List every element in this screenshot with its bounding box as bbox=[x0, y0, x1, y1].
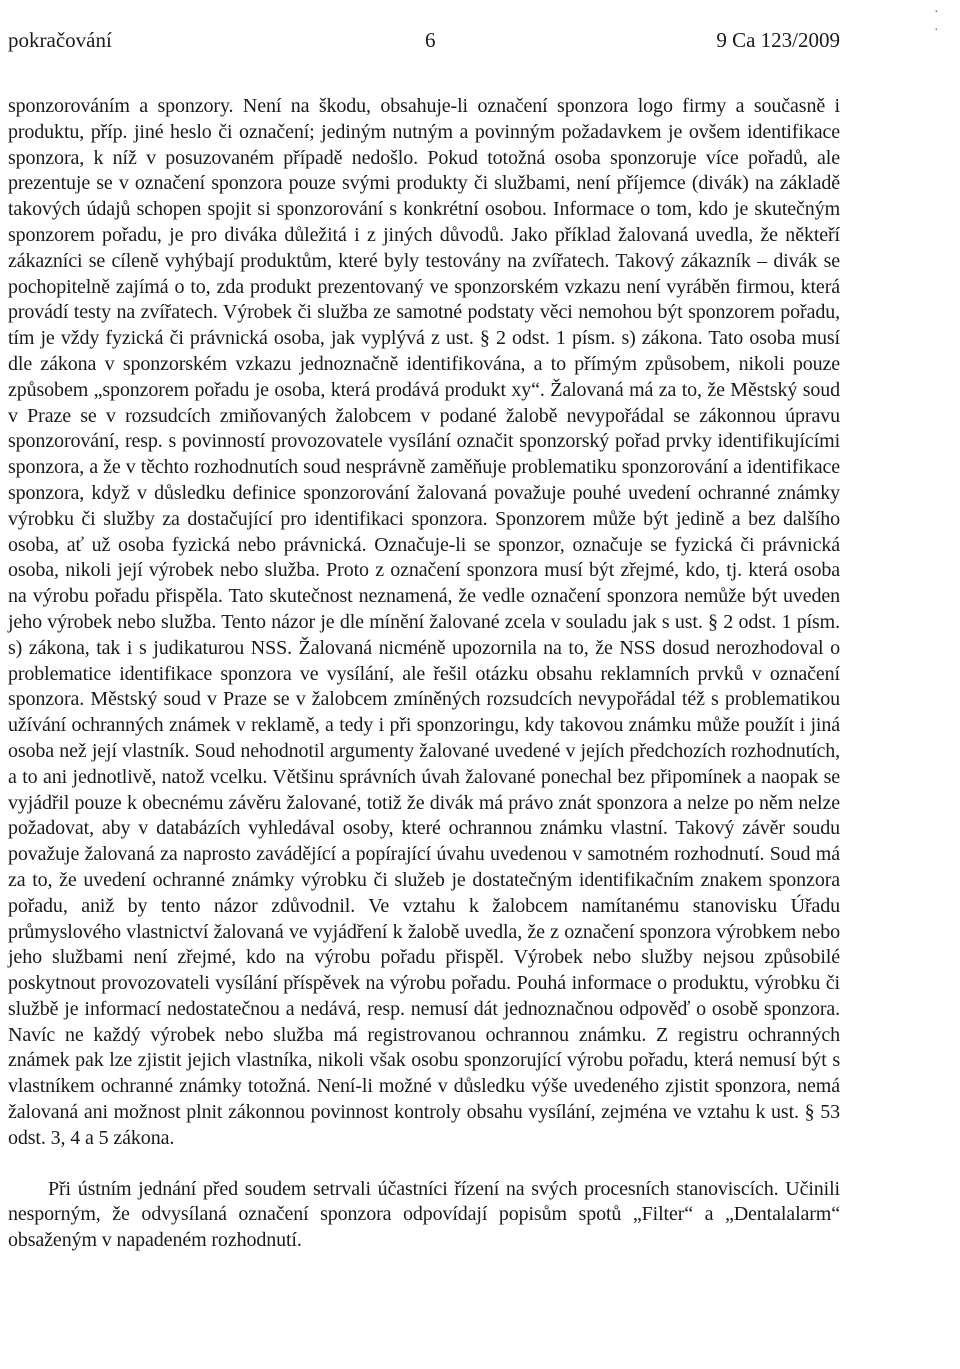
paragraph-hearing: Při ústním jednání před soudem setrvali účastníci řízení na svých procesních stanoviscích. Učinili nesporným, že odvysílaná označení sponzora odpovídají popisům spotů „Filter“ a „Dentalalarm“ obsaženým v napadeném rozhodnutí. bbox=[8, 1177, 840, 1252]
scan-dot: · bbox=[934, 23, 939, 38]
scan-dot: · bbox=[934, 5, 939, 20]
case-number: 9 Ca 123/2009 bbox=[716, 28, 840, 52]
page-number: 6 bbox=[425, 28, 436, 52]
page-header bbox=[8, 28, 840, 58]
continuation-label: pokračování bbox=[8, 28, 112, 52]
document-body bbox=[8, 94, 840, 1254]
scan-marks bbox=[934, 4, 948, 64]
paragraph-main: sponzorováním a sponzory. Není na škodu, obsahuje-li označení sponzora logo firmy a současně i produktu, příp. jiné heslo či označení; jediným nutným a povinným požadavkem je ovšem identifikace sponzora, k níž v posuzovaném případě nedošlo. Pokud totožná osoba sponzoruje více pořadů, ale prezentuje se v označení sponzora pouze svými produkty či službami, není příjemce (divák) na základě takových údajů schopen spojit si sponzorování s konkrétní osobou. Informace o tom, kdo je skutečným sponzorem pořadu, je pro diváka důležitá i z jiných důvodů. Jako příklad žalovaná uvedla, že někteří zákazníci se cíleně vyhýbají produktům, které byly testovány na zvířatech. Takový zákazník – divák se pochopitelně zajímá o to, zda produkt prezentovaný ve sponzorském vzkazu není vyráběn firmou, která provádí testy na zvířatech. Výrobek či služba ze samotné podstaty věci nemohou být sponzorem pořadu, tím je vždy fyzická či právnická osoba, jak vyplývá z ust. § 2 odst. 1 písm. s) zákona. Tato osoba musí dle zákona v sponzorském vzkazu jednoznačně identifikována, a to přímým způsobem, nikoli pouze způsobem „sponzorem pořadu je osoba, která prodává produkt xy“. Žalovaná má za to, že Městský soud v Praze se v rozsudcích zmiňovaných žalobcem v podané žalobě nevypořádal se zákonnou úpravu sponzorování, resp. s povinností provozovatele vysílání označit sponzorský pořad prvky identifikujícími sponzora, a že v těchto rozhodnutích soud nesprávně zaměňuje problematiku sponzorování a identifikace sponzora, když v důsledku definice sponzorování žalovaná považuje pouhé uvedení ochranné známky výrobku či služby za dostačující pro identifikaci sponzora. Sponzorem může být jedině a bez dalšího osoba, ať už osoba fyzická nebo právnická. Označuje-li se sponzor, označuje se fyzická či právnická osoba, nikoli její výrobek nebo služba. Proto z označení sponzora musí být zřejmé, kdo, tj. která osoba na výrobu pořadu přispěla. Tato skutečnost neznamená, že vedle označení sponzora nemůže být uveden jeho výrobek nebo služba. Tento názor je dle mínění žalované zcela v souladu jak s ust. § 2 odst. 1 písm. s) zákona, tak i s judikaturou NSS. Žalovaná nicméně upozornila na to, že NSS dosud nerozhodoval o problematice identifikace sponzora ve vysílání, ale řešil otázku obsahu reklamních prvků v označení sponzora. Městský soud v Praze se v žalobcem zmíněných rozsudcích nevypořádal též s problematikou užívání ochranných známek v reklamě, a tedy i při sponzoringu, kdy takovou známku může použít i jiná osoba než její vlastník. Soud nehodnotil argumenty žalované uvedené v jejích předchozích rozhodnutích, a to ani jednotlivě, natož vcelku. Většinu správních úvah žalované ponechal bez připomínek a naopak se vyjádřil pouze k obecnému závěru žalované, totiž že divák má právo znát sponzora a nelze po něm nelze požadovat, aby v databázích vyhledával osoby, které ochrannou známku vlastní. Takový závěr soudu považuje žalovaná za naprosto zavádějící a popírající úvahu uvedenou v samotném rozhodnutí. Soud má za to, že uvedení ochranné známky výrobku či služeb je dostatečným identifikačním znakem sponzora pořadu, aniž by tento názor zdůvodnil. Ve vztahu k žalobcem namítanému stanovisku Úřadu průmyslového vlastnictví žalovaná ve vyjádření k žalobě uvedla, že z označení sponzora výrobkem nebo jeho službami není zřejmé, kdo na výrobu pořadu přispěl. Výrobek nebo služby nejsou způsobilé poskytnout provozovateli vysílání příspěvek na výrobu pořadu. Pouhá informace o produktu, výrobku či službě je informací nedostatečnou a nedává, resp. nemusí dát jednoznačnou odpověď o osobě sponzora. Navíc ne každý výrobek nebo služba má registrovanou ochrannou známku. Z registru ochranných známek pak lze zjistit jejich vlastníka, nikoli však osobu sponzorující výrobu pořadu, která nemusí být s vlastníkem ochranné známky totožná. Není-li možné v důsledku výše uvedeného zjistit sponzora, nemá žalovaná ani možnost plnit zákonnou povinnost kontroly obsahu vysílání, zejména ve vztahu k ust. § 53 odst. 3, 4 a 5 zákona. bbox=[8, 95, 840, 1149]
